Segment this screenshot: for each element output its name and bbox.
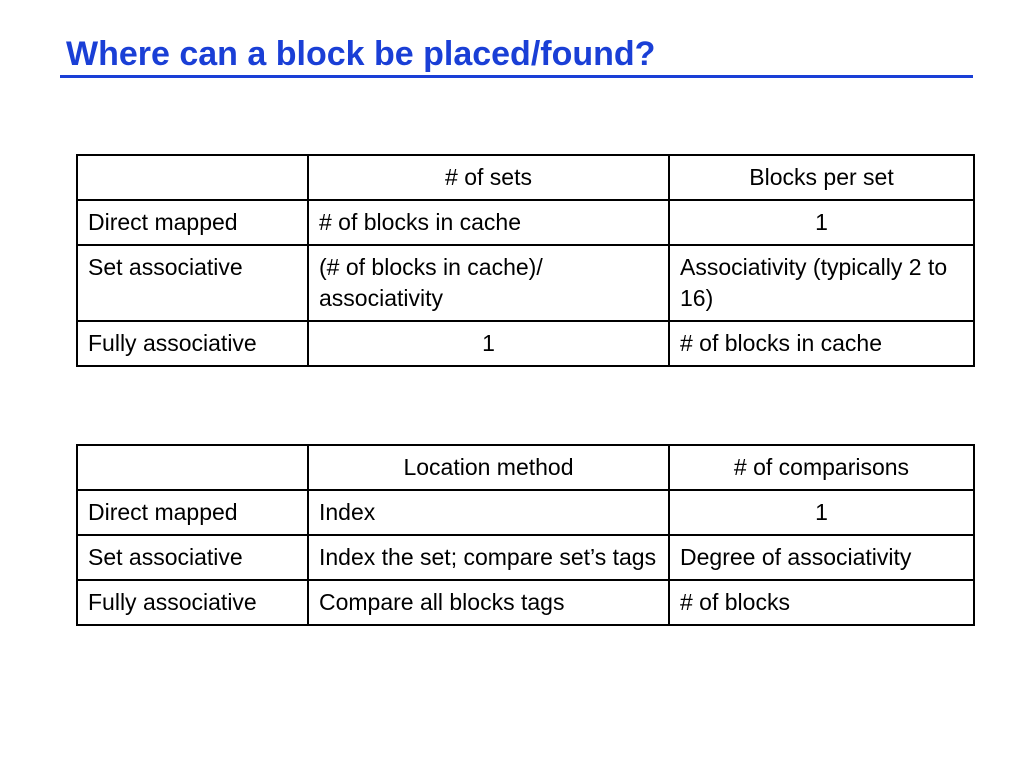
table-cell: Degree of associativity (669, 535, 974, 580)
location-table (76, 444, 975, 626)
header-cell-num-sets: # of sets (308, 155, 669, 200)
placement-table (76, 154, 975, 367)
table-cell: Index (308, 490, 669, 535)
row-label-direct-mapped: Direct mapped (77, 490, 308, 535)
table-row (77, 321, 974, 366)
table-cell: # of blocks (669, 580, 974, 625)
header-cell-blocks-per-set: Blocks per set (669, 155, 974, 200)
row-label-fully-associative: Fully associative (77, 321, 308, 366)
header-cell-num-comparisons: # of comparisons (669, 445, 974, 490)
table-cell: # of blocks in cache (308, 200, 669, 245)
row-label-set-associative: Set associative (77, 535, 308, 580)
header-cell-location-method: Location method (308, 445, 669, 490)
slide-title: Where can a block be placed/found? (66, 35, 656, 73)
table-cell: 1 (308, 321, 669, 366)
header-cell-empty (77, 445, 308, 490)
table-cell: 1 (669, 200, 974, 245)
table-row (77, 490, 974, 535)
table-cell: Compare all blocks tags (308, 580, 669, 625)
table-cell: Associativity (typically 2 to 16) (669, 245, 974, 321)
table-row (77, 535, 974, 580)
title-underline (60, 75, 973, 78)
table-header-row (77, 155, 974, 200)
table-cell: 1 (669, 490, 974, 535)
header-cell-empty (77, 155, 308, 200)
table-cell: Index the set; compare set’s tags (308, 535, 669, 580)
row-label-set-associative: Set associative (77, 245, 308, 321)
table-row (77, 580, 974, 625)
table-row (77, 245, 974, 321)
row-label-direct-mapped: Direct mapped (77, 200, 308, 245)
table-cell: # of blocks in cache (669, 321, 974, 366)
row-label-fully-associative: Fully associative (77, 580, 308, 625)
table-cell: (# of blocks in cache)/ associativity (308, 245, 669, 321)
table-row (77, 200, 974, 245)
table-header-row (77, 445, 974, 490)
